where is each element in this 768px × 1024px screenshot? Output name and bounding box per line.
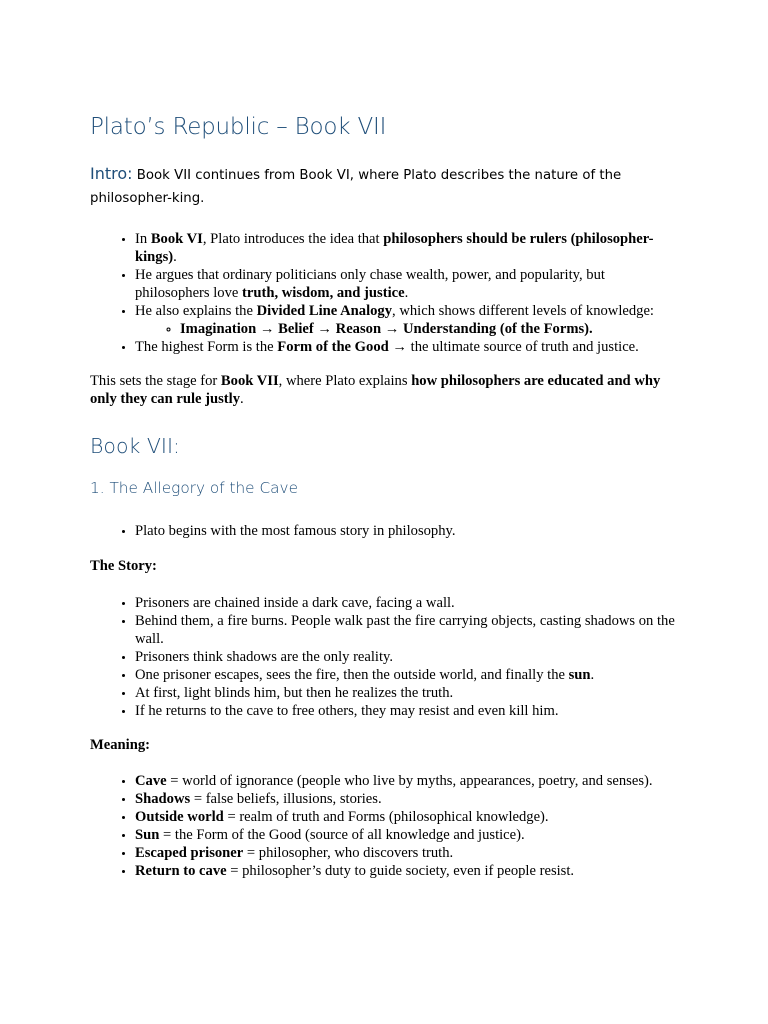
text-run: He also explains the bbox=[135, 303, 257, 319]
list-item bbox=[135, 266, 675, 302]
sub-list bbox=[135, 320, 675, 338]
list-item bbox=[135, 808, 680, 826]
intro-paragraph bbox=[90, 162, 670, 210]
context-bullet-list bbox=[90, 230, 675, 356]
bold-run: truth, wisdom, and justice bbox=[242, 285, 405, 301]
list-item bbox=[135, 230, 675, 266]
meaning-term: Return to cave bbox=[135, 863, 227, 879]
intro-text: Book VII continues from Book VI, where Plato describes the nature of the philosopher-king. bbox=[90, 168, 622, 206]
text-run: The highest Form is the bbox=[135, 339, 278, 355]
subsection-heading: 1. The Allegory of the Cave bbox=[90, 479, 298, 497]
text-run: . bbox=[590, 667, 595, 683]
text-run: → the ultimate source of truth and justice. bbox=[388, 339, 639, 355]
list-item bbox=[135, 790, 680, 808]
list-item: • Prisoners are chained inside a dark cave, facing a wall. bbox=[135, 594, 675, 612]
list-item bbox=[135, 338, 675, 356]
bold-run: Imagination → Belief → Reason → Understanding (of the Forms). bbox=[180, 321, 593, 337]
text-run: , where Plato explains bbox=[278, 373, 412, 389]
bold-run: sun bbox=[568, 667, 591, 683]
list-item bbox=[135, 826, 680, 844]
cave-intro-list bbox=[90, 522, 675, 540]
meaning-term: Cave bbox=[135, 773, 167, 789]
setup-paragraph bbox=[90, 372, 680, 408]
story-list bbox=[90, 594, 675, 720]
text-run: . bbox=[173, 249, 177, 265]
meaning-term: Sun bbox=[135, 827, 160, 843]
bold-run: philosophers should be rulers (philosopher-kings) bbox=[135, 231, 654, 265]
bold-run: Form of the Good bbox=[277, 339, 389, 355]
text-run: , which shows different levels of knowledge: bbox=[392, 303, 654, 319]
text-run: , Plato introduces the idea that bbox=[202, 231, 384, 247]
section-heading: Book VII: bbox=[90, 434, 180, 458]
list-item: • Plato begins with the most famous story in philosophy. bbox=[135, 522, 675, 540]
meaning-definition: = philosopher’s duty to guide society, even if people resist. bbox=[226, 863, 575, 879]
list-item: • Behind them, a fire burns. People walk past the fire carrying objects, casting shadows on the wall. bbox=[135, 612, 675, 648]
intro-label: Intro: bbox=[90, 164, 133, 183]
sub-list-item bbox=[180, 320, 675, 338]
document-title: Plato’s Republic – Book VII bbox=[90, 114, 387, 140]
bold-run: how philosophers are educated and why only they can rule justly bbox=[90, 373, 661, 407]
list-item: • If he returns to the cave to free others, they may resist and even kill him. bbox=[135, 702, 675, 720]
meaning-definition: = the Form of the Good (source of all knowledge and justice). bbox=[159, 827, 525, 843]
text-run: In bbox=[135, 231, 151, 247]
bold-run: Book VII bbox=[220, 373, 279, 389]
meaning-definition: = world of ignorance (people who live by myths, appearances, poetry, and senses). bbox=[166, 773, 653, 789]
bold-run: Divided Line Analogy bbox=[256, 303, 393, 319]
bold-run: Book VI bbox=[150, 231, 203, 247]
meaning-definition: = realm of truth and Forms (philosophical knowledge). bbox=[223, 809, 549, 825]
text-run: One prisoner escapes, sees the fire, then the outside world, and finally the bbox=[135, 667, 569, 683]
list-item bbox=[135, 302, 675, 338]
list-item bbox=[135, 772, 680, 790]
meaning-list bbox=[90, 772, 680, 880]
text-run: . bbox=[240, 391, 244, 407]
list-item bbox=[135, 844, 680, 862]
meaning-definition: = philosopher, who discovers truth. bbox=[243, 845, 454, 861]
text-run: . bbox=[404, 285, 409, 301]
list-item bbox=[135, 862, 680, 880]
text-run: This sets the stage for bbox=[90, 373, 221, 389]
meaning-term: Outside world bbox=[135, 809, 224, 825]
list-item: • Prisoners think shadows are the only reality. bbox=[135, 648, 675, 666]
meaning-label: Meaning: bbox=[90, 737, 150, 753]
meaning-term: Escaped prisoner bbox=[135, 845, 244, 861]
meaning-term: Shadows bbox=[135, 791, 191, 807]
text-run: He argues that ordinary politicians only chase wealth, power, and popularity, but philosophers love bbox=[135, 267, 605, 301]
list-item: • At first, light blinds him, but then he realizes the truth. bbox=[135, 684, 675, 702]
list-item bbox=[135, 666, 675, 684]
meaning-definition: = false beliefs, illusions, stories. bbox=[190, 791, 382, 807]
story-label: The Story: bbox=[90, 558, 157, 574]
